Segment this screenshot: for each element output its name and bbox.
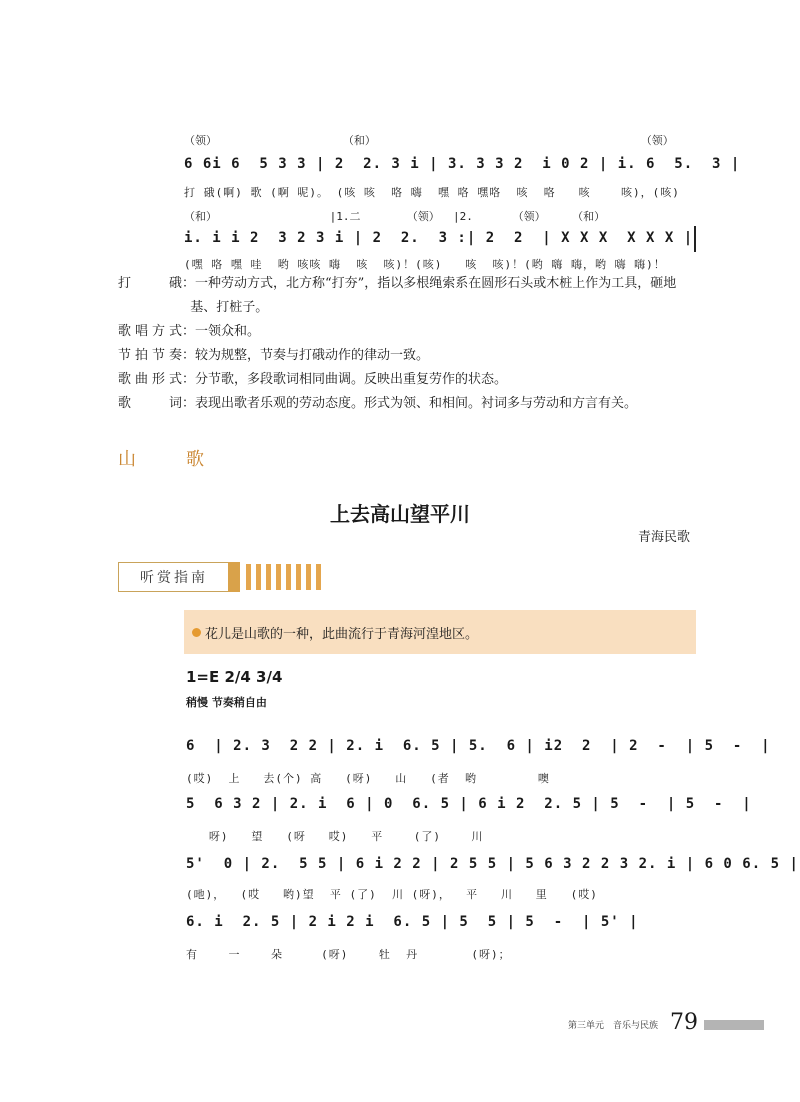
definition-row: 歌 词 ： 表现出歌者乐观的劳动态度。形式为领、和相间。衬词多与劳动和方言有关。 (118, 392, 698, 416)
score1-lyrics-1: 打 硪(啊) 歌 (啊 呢)。 (咳 咳 咯 嗨 嘿 咯 嘿咯 咳 咯 咳 咳)，(咳) (184, 186, 680, 199)
song-origin: 青海民歌 (637, 530, 690, 545)
definition-text: 分节歌，多段歌词相同曲调。反映出重复劳作的状态。 (195, 372, 508, 387)
listening-note-box (184, 610, 696, 654)
definition-text: 较为规整，节奏与打硪动作的律动一致。 (195, 348, 430, 363)
song-title: 上去高山望平川 (330, 502, 470, 526)
listening-note-text: 花儿是山歌的一种，此曲流行于青海河湟地区。 (205, 626, 479, 642)
definition-text: 表现出歌者乐观的劳动态度。形式为领、和相间。衬词多与劳动和方言有关。 (195, 396, 638, 411)
key-signature: 1=E 2/4 3/4 (186, 668, 283, 686)
definition-row: 歌唱方式 ： 一领众和。 (118, 320, 698, 344)
definition-term (118, 296, 182, 320)
definition-text: 一领众和。 (195, 324, 261, 339)
score2-lyrics-2: 呀) 望 (呀 哎) 平 (了) 川 (186, 830, 484, 843)
score1-part-labels-2: （和） |1.二 （领） |2. （领） （和） (184, 210, 606, 223)
score2-notes-2: 5 6 3 2 | 2. i 6 | 0 6. 5 | 6 i 2 2. 5 | 5 - | 5 - | (186, 796, 752, 812)
definition-term: 打 硪 (118, 276, 182, 291)
score2-notes-3: 5' 0 | 2. 5 5 | 6 i 2 2 | 2 5 5 | 5 6 3 2 2 3 2. i | 6 0 6. 5 | (186, 856, 799, 872)
score1-lyrics-2: (嘿 咯 嘿 哇 哟 咳咳 嗨 咳 咳)！(咳) 咳 咳)！(哟 嗨 嗨，哟 嗨 嗨)！ (184, 258, 666, 271)
score2-lyrics-3: (吔)， (哎 哟)望 平 (了) 川 (呀)， 平 川 里 (哎) (186, 888, 598, 901)
score2-notes-1: 6 | 2. 3 2 2 | 2. i 6. 5 | 5. 6 | i2 2 | 2 - | 5 - | (186, 738, 771, 754)
tempo-marking: 稍慢 节奏稍自由 (186, 696, 267, 709)
definition-term: 歌曲形式 (118, 372, 182, 387)
definition-text: 一种劳动方式，北方称“打夯”，指以多根绳索系在圆形石头或木桩上作为工具，砸地 (195, 276, 677, 291)
score1-notes-2: i. i i 2 3 2 3 i | 2 2. 3 :| 2 2 | X X X X X X | (184, 230, 694, 246)
bullet-icon (192, 628, 201, 637)
definition-term: 歌 词 (118, 396, 182, 411)
definition-row (118, 296, 698, 320)
score2-notes-4: 6. i 2. 5 | 2 i 2 i 6. 5 | 5 5 | 5 - | 5' | (186, 914, 639, 930)
score1-part-labels-1: （领） （和） （领） (184, 134, 674, 147)
definition-row: 打 硪 ： 一种劳动方式，北方称“打夯”，指以多根绳索系在圆形石头或木桩上作为工具，砸地 (118, 272, 698, 296)
score2-lyrics-4: 有 一 朵 (呀) 牡 丹 (呀)； (186, 948, 511, 961)
definition-list (118, 272, 698, 416)
definition-term: 歌唱方式 (118, 324, 182, 339)
page-number: 79 (670, 1010, 698, 1035)
section-title: 山 歌 (118, 449, 220, 470)
listening-guide-badge: 听赏指南 (118, 562, 230, 592)
definition-text: 基、打桩子。 (190, 300, 269, 315)
score1-final-barline (694, 226, 696, 252)
footer-bar (704, 1020, 764, 1030)
badge-accent (228, 562, 240, 592)
footer-unit: 第三单元 音乐与民族 (568, 1021, 659, 1031)
score2-lyrics-1: (哎) 上 去(个) 高 (呀) 山 (者 哟 噢 (186, 772, 550, 785)
definition-row: 节拍节奏 ： 较为规整，节奏与打硪动作的律动一致。 (118, 344, 698, 368)
definition-row: 歌曲形式 ： 分节歌，多段歌词相同曲调。反映出重复劳作的状态。 (118, 368, 698, 392)
definition-term: 节拍节奏 (118, 348, 182, 363)
score1-notes-1: 6 6i 6 5 3 3 | 2 2. 3 i | 3. 3 3 2 i 0 2 | i. 6 5. 3 | (184, 156, 741, 172)
